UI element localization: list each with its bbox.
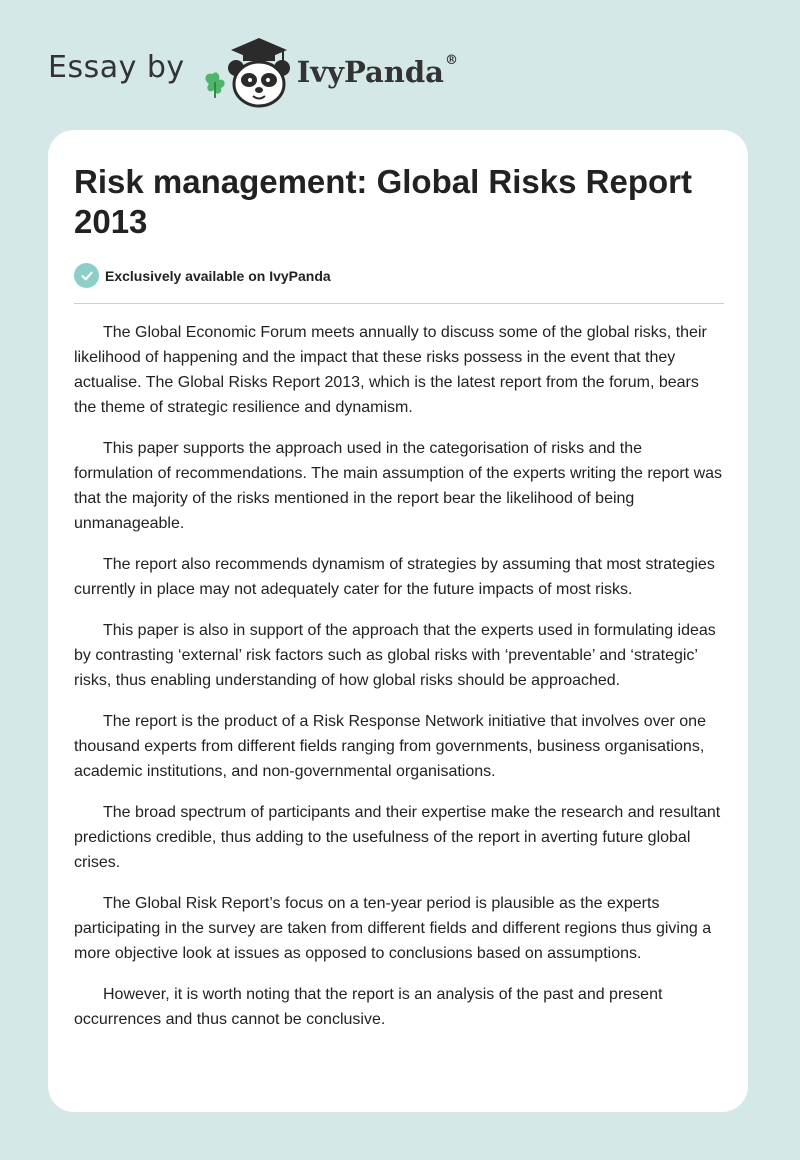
brand-name[interactable]: IvyPanda® xyxy=(296,53,458,89)
registered-mark: ® xyxy=(444,53,458,68)
ivy-leaf-icon xyxy=(205,72,224,98)
essay-body xyxy=(74,320,724,1048)
badge-label: Exclusively available on IvyPanda xyxy=(105,267,331,284)
page-title: Risk management: Global Risks Report 2013 xyxy=(74,163,692,240)
essay-by-label: Essay by xyxy=(48,49,185,85)
paragraph: This paper is also in support of the approach that the experts used in formulating ideas by contrasting ‘external’ risk factors such as global risks with ‘preventable’ and ‘strategic’ risks, thus enabling understanding of how global risks should be approached. xyxy=(74,622,716,689)
panda-mascot-icon[interactable] xyxy=(199,30,295,110)
paragraph: This paper supports the approach used in the categorisation of risks and the formulation of recommendations. The main assumption of the experts writing the report was that the majority of the risks mentioned in the report bear the likelihood of being unmanageable. xyxy=(74,440,723,532)
check-icon xyxy=(74,263,99,288)
paragraph: The Global Risk Report’s focus on a ten-year period is plausible as the experts participating in the survey are taken from different fields and different regions thus giving a more objective look at issues as opposed to conclusions based on assumptions. xyxy=(74,895,712,962)
paragraph: However, it is worth noting that the report is an analysis of the past and present occurrences and thus cannot be conclusive. xyxy=(74,986,663,1028)
paragraph: The report is the product of a Risk Response Network initiative that involves over one thousand experts from different fields ranging from governments, business organisations, academic institutions, and non-governmental organisations. xyxy=(74,713,706,780)
paragraph: The report also recommends dynamism of strategies by assuming that most strategies currently in place may not adequately cater for the future impacts of most risks. xyxy=(74,556,715,598)
divider xyxy=(74,303,724,304)
essay-card xyxy=(48,130,748,1112)
exclusive-badge xyxy=(74,263,331,288)
paragraph: The broad spectrum of participants and their expertise make the research and resultant predictions credible, thus adding to the usefulness of the report in averting future global crises. xyxy=(74,804,721,871)
paragraph: The Global Economic Forum meets annually to discuss some of the global risks, their likelihood of happening and the impact that these risks possess in the event that they actualise. The Global Risks Report 2013, which is the latest report from the forum, bears the theme of strategic resilience and dynamism. xyxy=(74,324,707,416)
site-header xyxy=(48,30,458,110)
